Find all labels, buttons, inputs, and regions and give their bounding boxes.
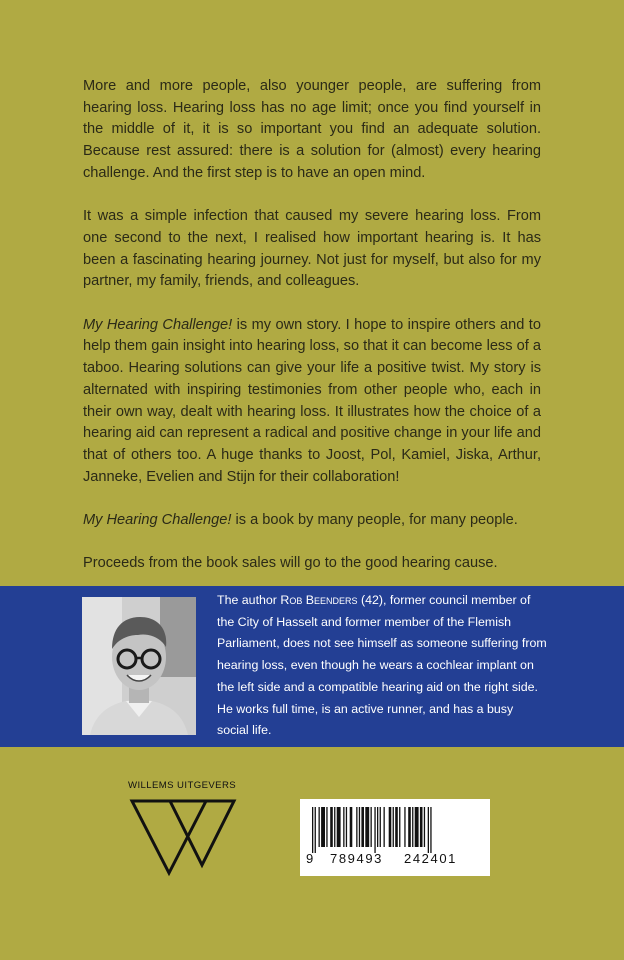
author-name: Rob Beenders [280,593,358,607]
blurb-paragraph-3-text: is my own story. I hope to inspire others and to help them gain insight into hearing loss, so that it can become less of a taboo. Hearing solutions can give your life a positive twist. My story is alternated with inspiring testimonies from other people who, each in their own way, dealt with hearing loss. It illustrates how the choice of a hearing aid can represent a radical and positive change in your life and that of others too. A huge thanks to Joost, Pol, Kamiel, Jiska, Arthur, Janneke, Evelien and Stijn for their collaboration! [83,316,541,485]
author-bio [217,590,547,742]
publisher-logo-icon [128,795,238,877]
book-title: My Hearing Challenge! [83,316,233,333]
author-bio-text: (42), former council member of the City of Hasselt and former member of the Flemish Parliament, does not see himself as someone suffering from hearing loss, even though he wears a cochlear implant on the left side and a compatible hearing aid on the right side. He works full time, is an active runner, and has a busy social life. [217,593,547,738]
author-portrait-image [82,597,196,735]
publisher [128,780,238,791]
blurb-paragraph-4-text: is a book by many people, for many people. [231,512,518,529]
blurb-paragraph-3 [83,315,541,489]
blurb-paragraph-2: It was a simple infection that caused my severe hearing loss. From one second to the next, I realised how important hearing is. It has been a fascinating hearing journey. Not just for myself, but also for my partner, my family, friends, and colleagues. [83,208,541,290]
isbn-prefix: 9 [306,851,314,866]
book-title: My Hearing Challenge! [83,512,232,529]
author-band [0,586,624,747]
isbn-group-1: 789493 [330,851,383,866]
barcode [300,799,490,876]
isbn-group-2: 242401 [404,851,457,866]
barcode-bars-icon [312,807,478,853]
blurb-paragraph-4 [83,510,541,532]
blurb-paragraph-5: Proceeds from the book sales will go to the good hearing cause. [83,555,498,572]
publisher-name: WILLEMS UITGEVERS [128,780,237,791]
author-photo [82,597,196,735]
author-bio-prefix: The author [217,593,281,607]
blurb-paragraph-1: More and more people, also younger people, are suffering from hearing loss. Hearing loss has no age limit; once you find yourself in the middle of it, it is so important you find an adequate solution. Because rest assured: there is a solution for (almost) every hearing challenge. And the first step is to have an open mind. [83,78,541,181]
blurb-text [83,76,541,597]
